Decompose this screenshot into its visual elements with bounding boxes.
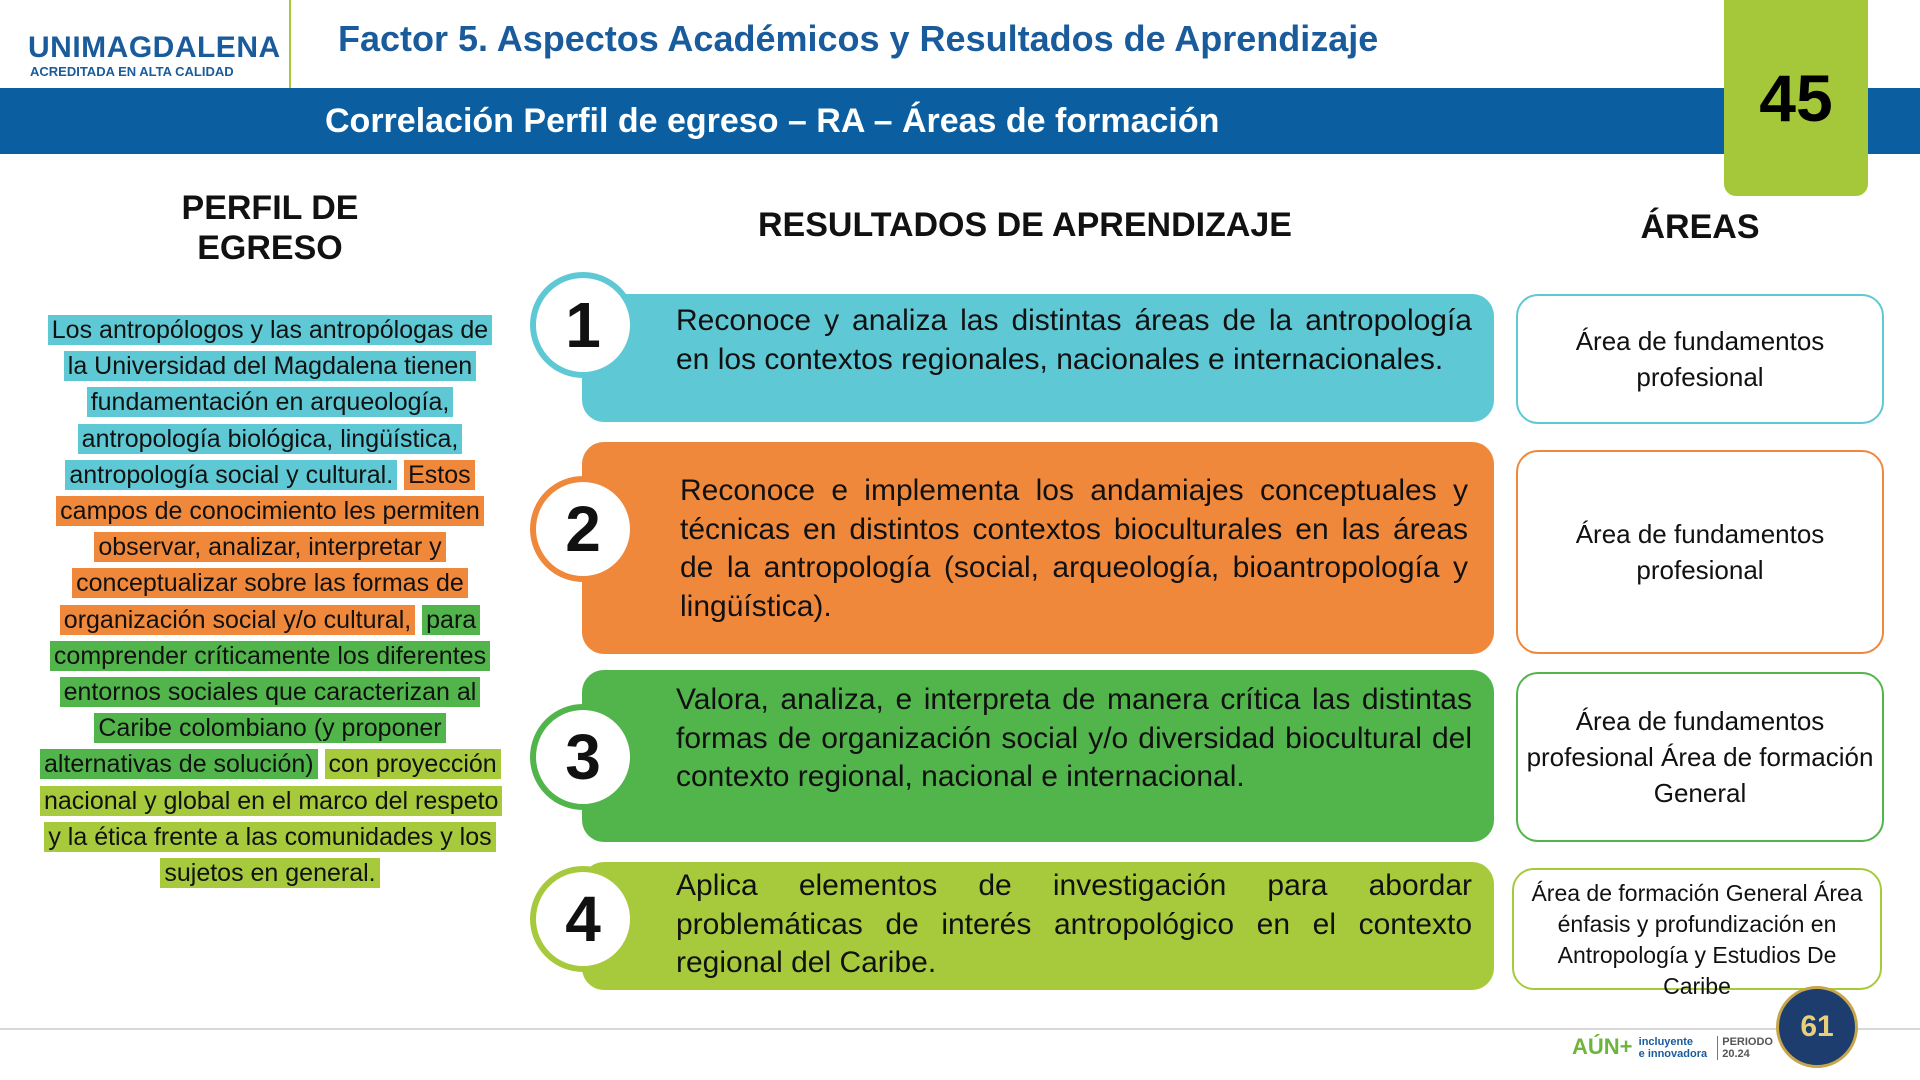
result-number-4: 4 bbox=[530, 866, 636, 972]
tagline-line-1: incluyente bbox=[1638, 1036, 1694, 1049]
area-box-2: Área de fundamentos profesional bbox=[1516, 450, 1884, 654]
profile-text bbox=[40, 312, 500, 891]
area-box-4: Área de formación General Área énfasis y profundización en Antropología y Estudios De Caribe bbox=[1512, 868, 1882, 990]
logo-tagline: ACREDITADA EN ALTA CALIDAD bbox=[30, 64, 234, 79]
result-number-2: 2 bbox=[530, 476, 636, 582]
anniversary-seal-icon bbox=[1776, 986, 1858, 1068]
brand-tagline bbox=[1639, 1036, 1707, 1060]
slide-title: Factor 5. Aspectos Académicos y Resultados de Aprendizaje bbox=[338, 18, 1379, 59]
result-text-2: Reconoce e implementa los andamiajes conceptuales y técnicas en distintos contextos bioculturales en las áreas de la antropología (social, arqueología, bioantropología y lingüística). bbox=[680, 474, 1468, 623]
area-box-3: Área de fundamentos profesional Área de formación General bbox=[1516, 672, 1884, 842]
footer-brand bbox=[1572, 1034, 1773, 1060]
resultados-heading: RESULTADOS DE APRENDIZAJE bbox=[758, 206, 1292, 244]
logo-name: UNIMAGDALENA bbox=[28, 31, 281, 64]
university-logo bbox=[28, 31, 281, 82]
profile-segment-2: Estos campos de conocimiento les permiten observar, analizar, interpretar y conceptualizar sobre las formas de organización social y/o cultural, bbox=[56, 460, 484, 635]
area-box-1: Área de fundamentos profesional bbox=[1516, 294, 1884, 424]
footer-period bbox=[1717, 1036, 1773, 1060]
profile-segment-4: con proyección nacional y global en el marco del respeto y la ética frente a las comunidades y los sujetos en general. bbox=[40, 749, 502, 888]
slide-subtitle: Correlación Perfil de egreso – RA – Áreas de formación bbox=[325, 102, 1220, 140]
period-label: PERIODO bbox=[1722, 1036, 1773, 1049]
result-text-3: Valora, analiza, e interpreta de manera crítica las distintas formas de organización social y/o diversidad biocultural del contexto regional, nacional e internacional. bbox=[676, 683, 1472, 793]
footer-divider bbox=[0, 1028, 1920, 1030]
period-value: 20.24 bbox=[1722, 1048, 1750, 1061]
header-divider bbox=[289, 0, 291, 88]
profile-segment-1: Los antropólogos y las antropólogas de la Universidad del Magdalena tienen fundamentación en arqueología, antropología biológica, lingüística, antropología social y cultural. bbox=[48, 315, 492, 490]
result-text-1: Reconoce y analiza las distintas áreas de la antropología en los contextos regionales, nacionales e internacionales. bbox=[676, 304, 1472, 376]
result-text-4: Aplica elementos de investigación para abordar problemáticas de interés antropológico en el contexto regional del Caribe. bbox=[676, 869, 1472, 979]
areas-heading: ÁREAS bbox=[1640, 208, 1760, 246]
result-number-3: 3 bbox=[530, 704, 636, 810]
tagline-line-2: e innovadora bbox=[1638, 1048, 1708, 1061]
result-number-1: 1 bbox=[530, 272, 636, 378]
seal-number: 61 bbox=[1800, 1010, 1834, 1043]
page-number: 45 bbox=[1759, 61, 1833, 135]
brand-text: AÚN+ bbox=[1572, 1034, 1633, 1059]
perfil-heading: PERFIL DE EGRESO bbox=[181, 189, 359, 267]
profile-segment-3: para comprender críticamente los diferentes entornos sociales que caracterizan al Caribe colombiano (y proponer alternativas de solución) bbox=[40, 605, 490, 780]
